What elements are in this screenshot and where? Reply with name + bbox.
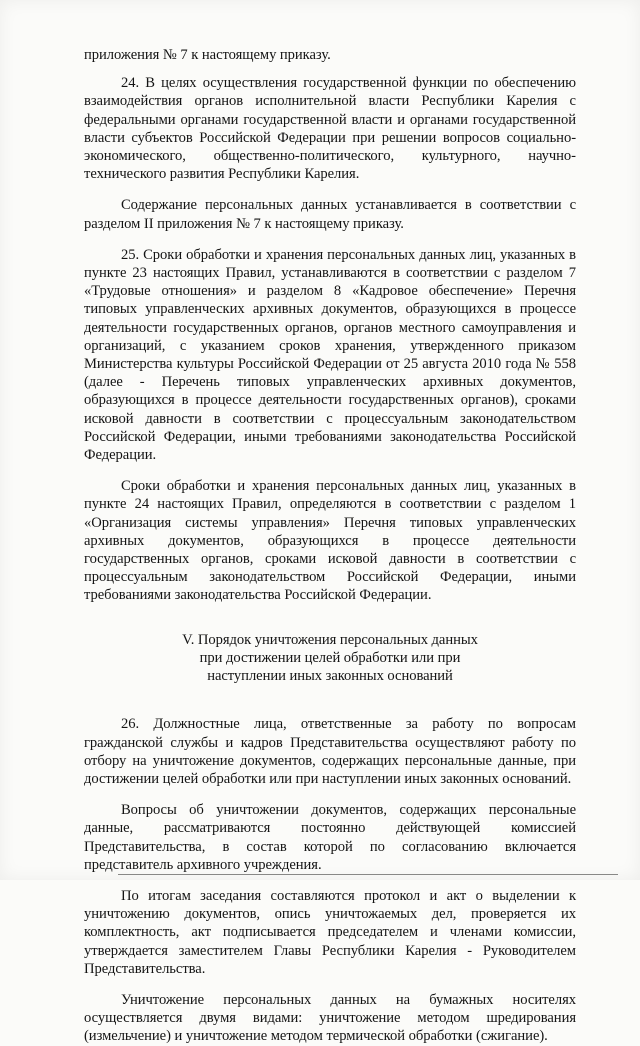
paragraph-26-methods: Уничтожение персональных данных на бумажных носителях осуществляется двумя видами: уничтожение методом шредирования (измельчение) и уничтожение методом термической обработки (сжигание). [84,991,576,1045]
section-heading [84,631,576,686]
section-heading-line-1: V. Порядок уничтожения персональных данных [182,631,478,648]
intro-line: приложения № 7 к настоящему приказу. [84,47,331,63]
paragraph-24: 24. В целях осуществления государственной функции по обеспечению взаимодействия органов исполнительной власти Республики Карелия с федеральными органами государственной власти и органами государственной власти субъектов Российской Федерации при решении вопросов социально-экономического, общественно-политического, культурного, научно-технического развития Республики Карелия. [84,75,576,183]
paragraph-26-commission: Вопросы об уничтожении документов, содержащих персональные данные, рассматриваются постоянно действующей комиссией Представительства, в состав которой по согласованию включается представитель архивного учреждения. [84,802,576,873]
paragraph-26: 26. Должностные лица, ответственные за работу по вопросам гражданской службы и кадров Представительства осуществляют работу по отбору на уничтожение документов, содержащих персональные данные, при достижении целей обработки или при наступлении иных законных оснований. [84,716,576,787]
paragraph-26-protocol: По итогам заседания составляются протокол и акт о выделении к уничтожению документов, опись уничтожаемых дел, проверяется их комплектность, акт подписывается председателем и членами комиссии, утверждается заместителем Главы Республики Карелия - Руководителем Представительства. [84,887,576,977]
scan-bottom-line [118,874,618,875]
section-heading-line-3: наступлении иных законных оснований [207,668,453,685]
paragraph-25-second: Сроки обработки и хранения персональных данных лиц, указанных в пункте 24 настоящих Правил, определяются в соответствии с разделом 1 «Организация системы управления» Перечня типовых управленческих архивных документов, образующихся в процессе деятельности государственных органов, сроками исковой давности в соответствии с процессуальным законодательством Российской Федерации, иными требованиями законодательства Российской Федерации. [84,478,576,604]
section-heading-line-2: при достижении целей обработки или при [199,649,461,666]
document-body [84,46,576,1046]
paragraph-25: 25. Сроки обработки и хранения персональных данных лиц, указанных в пункте 23 настоящих Правил, устанавливаются в соответствии с разделом 7 «Трудовые отношения» и разделом 8 «Кадровое обеспечение» Перечня типовых управленческих архивных документов, образующихся в процессе деятельности государственных органов, органов местного самоуправления и организаций, с указанием сроков хранения, утвержденного приказом Министерства культуры Российской Федерации от 25 августа 2010 года № 558 (далее - Перечень типовых управленческих архивных документов, образующихся в процессе деятельности государственных органов), сроками исковой давности в соответствии с процессуальным законодательством Российской Федерации, иными требованиями законодательства Российской Федерации. [84,246,576,464]
paragraph-24-content: Содержание персональных данных устанавливается в соответствии с разделом II приложения № 7 к настоящему приказу. [84,197,576,232]
